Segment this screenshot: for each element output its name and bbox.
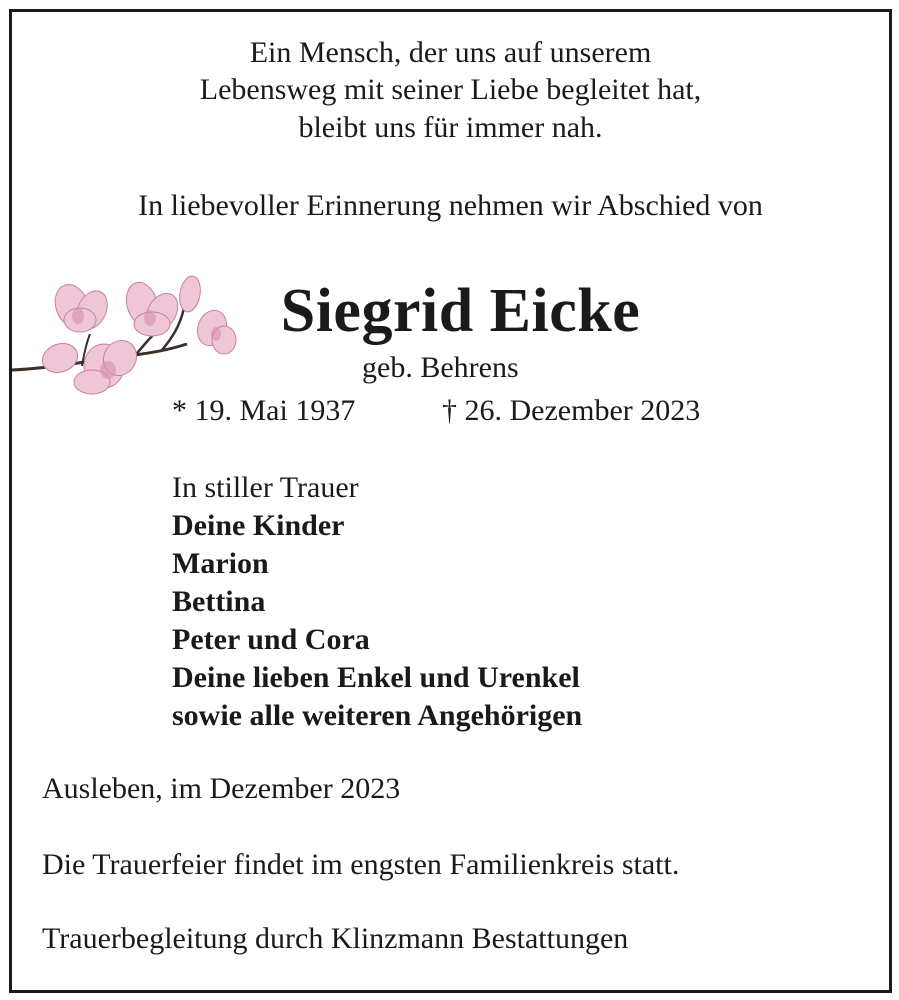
maiden-name: geb. Behrens — [362, 351, 519, 384]
mourner-line: Bettina — [172, 585, 266, 618]
death-date: † 26. Dezember 2023 — [442, 394, 701, 427]
poem-line-3: bleibt uns für immer nah. — [298, 111, 603, 144]
poem-line-1: Ein Mensch, der uns auf unserem — [249, 36, 652, 69]
mourner-line: Peter und Cora — [172, 623, 370, 656]
place-date: Ausleben, im Dezember 2023 — [42, 772, 401, 805]
mourner-line: Deine lieben Enkel und Urenkel — [172, 661, 580, 694]
farewell-intro: In liebevoller Erinnerung nehmen wir Abschied von — [138, 189, 763, 222]
mourner-line: Marion — [172, 547, 269, 580]
poem-line-2: Lebensweg mit seiner Liebe begleitet hat, — [199, 73, 702, 106]
undertaker-note: Trauerbegleitung durch Klinzmann Bestattungen — [42, 922, 629, 955]
mourners-intro: In stiller Trauer — [172, 471, 359, 504]
mourner-line: sowie alle weiteren Angehörigen — [172, 699, 583, 732]
mourner-line: Deine Kinder — [172, 509, 345, 542]
deceased-name: Siegrid Eicke — [280, 277, 641, 345]
ceremony-note: Die Trauerfeier findet im engsten Familienkreis statt. — [42, 848, 680, 881]
birth-date: * 19. Mai 1937 — [172, 394, 356, 427]
obituary-notice — [9, 9, 892, 993]
